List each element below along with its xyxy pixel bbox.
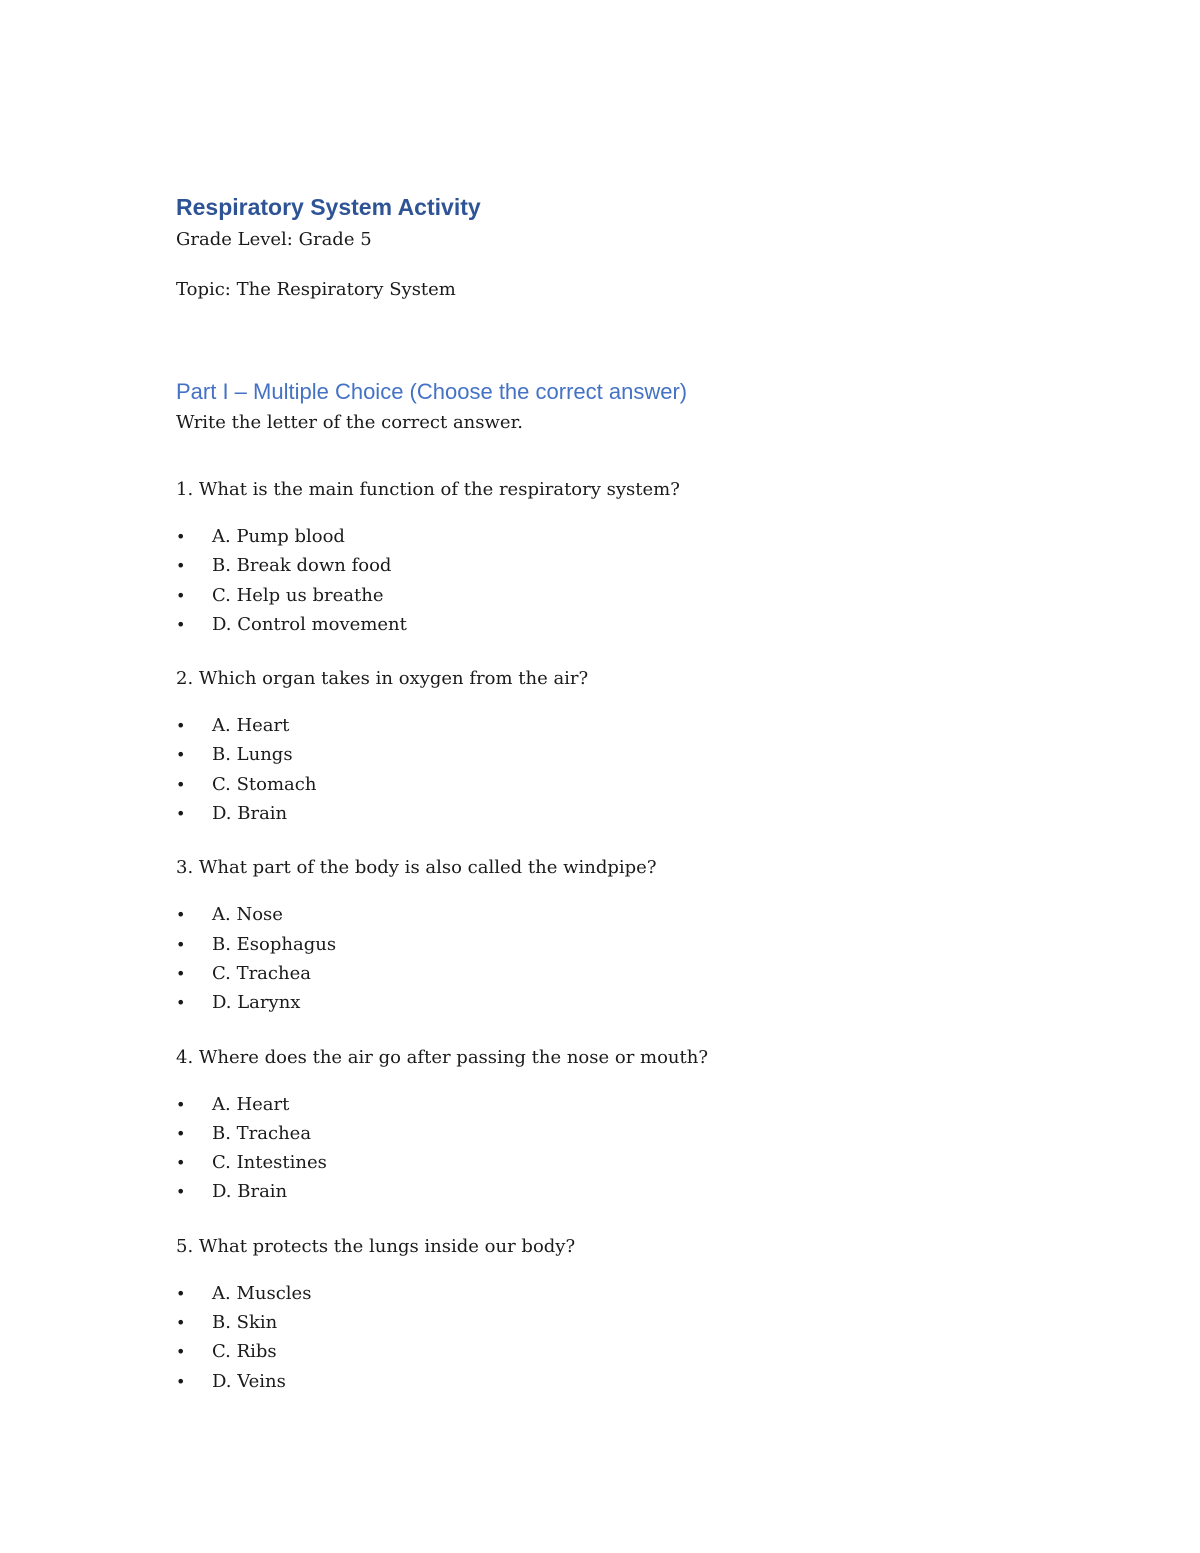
option-list	[176, 525, 1036, 642]
option-text: A. Muscles	[212, 1282, 312, 1304]
option-item	[176, 1370, 1036, 1399]
bullet-icon: •	[176, 527, 186, 546]
option-text: B. Break down food	[212, 555, 392, 577]
option-item	[176, 1282, 1036, 1311]
bullet-icon: •	[176, 993, 186, 1013]
bullet-icon: •	[176, 1313, 186, 1333]
option-text: A. Pump blood	[212, 526, 345, 547]
option-item	[176, 962, 1036, 991]
option-list	[176, 1093, 1036, 1210]
question-text: 5. What protects the lungs inside our body?	[176, 1235, 576, 1257]
question-text: 1. What is the main function of the respiratory system?	[176, 479, 680, 500]
bullet-icon: •	[176, 804, 186, 824]
option-item	[176, 584, 1036, 613]
option-text: B. Esophagus	[212, 933, 337, 955]
question-1	[176, 478, 1036, 642]
question-2	[176, 667, 1036, 831]
bullet-icon: •	[176, 716, 186, 736]
option-text: D. Larynx	[212, 992, 301, 1014]
bullet-icon: •	[176, 614, 186, 634]
option-list	[176, 714, 1036, 831]
bullet-icon: •	[176, 1342, 186, 1362]
bullet-icon: •	[176, 963, 186, 983]
option-item	[176, 1311, 1036, 1340]
bullet-icon: •	[176, 1283, 186, 1303]
option-text: B. Trachea	[212, 1122, 312, 1144]
option-item	[176, 802, 1036, 831]
bullet-icon: •	[176, 905, 186, 925]
option-item	[176, 991, 1036, 1020]
option-text: D. Control movement	[212, 613, 407, 635]
topic: Topic: The Respiratory System	[176, 279, 456, 300]
question-4	[176, 1046, 1036, 1210]
option-text: A. Heart	[212, 1093, 290, 1115]
document-body	[176, 190, 1036, 1424]
option-item	[176, 1340, 1036, 1369]
question-text: 3. What part of the body is also called the windpipe?	[176, 857, 657, 879]
grade-level: Grade Level: Grade 5	[176, 229, 372, 250]
bullet-icon: •	[176, 774, 186, 794]
option-list	[176, 903, 1036, 1020]
option-item	[176, 903, 1036, 932]
option-text: D. Brain	[212, 803, 288, 825]
question-list	[176, 478, 1036, 1399]
question-text: 4. Where does the air go after passing the nose or mouth?	[176, 1046, 708, 1068]
bullet-icon: •	[176, 556, 186, 576]
bullet-icon: •	[176, 1153, 186, 1173]
bullet-icon: •	[176, 1371, 186, 1391]
option-text: B. Lungs	[212, 744, 293, 766]
option-item	[176, 714, 1036, 743]
option-text: B. Skin	[212, 1312, 278, 1334]
option-item	[176, 773, 1036, 802]
option-item	[176, 1180, 1036, 1209]
bullet-icon: •	[176, 585, 186, 605]
part-heading: Part I – Multiple Choice (Choose the correct answer)	[176, 379, 688, 404]
option-text: D. Brain	[212, 1181, 288, 1203]
option-text: C. Trachea	[212, 962, 311, 984]
option-text: A. Nose	[212, 904, 283, 926]
option-item	[176, 933, 1036, 962]
document-title: Respiratory System Activity	[176, 194, 481, 220]
option-text: D. Veins	[212, 1370, 286, 1392]
option-item	[176, 554, 1036, 583]
option-list	[176, 1282, 1036, 1399]
bullet-icon: •	[176, 1182, 186, 1202]
bullet-icon: •	[176, 1123, 186, 1143]
bullet-icon: •	[176, 934, 186, 954]
question-text: 2. Which organ takes in oxygen from the air?	[176, 668, 589, 690]
option-text: C. Help us breathe	[212, 584, 384, 606]
option-item	[176, 1151, 1036, 1180]
question-3	[176, 856, 1036, 1020]
option-item	[176, 743, 1036, 772]
option-item	[176, 1122, 1036, 1151]
question-5	[176, 1235, 1036, 1399]
instructions: Write the letter of the correct answer.	[176, 412, 523, 433]
option-text: C. Intestines	[212, 1152, 327, 1174]
option-text: A. Heart	[212, 715, 290, 737]
option-item	[176, 525, 1036, 554]
bullet-icon: •	[176, 745, 186, 765]
option-text: C. Ribs	[212, 1341, 277, 1363]
bullet-icon: •	[176, 1094, 186, 1114]
option-text: C. Stomach	[212, 773, 317, 795]
option-item	[176, 1093, 1036, 1122]
option-item	[176, 613, 1036, 642]
